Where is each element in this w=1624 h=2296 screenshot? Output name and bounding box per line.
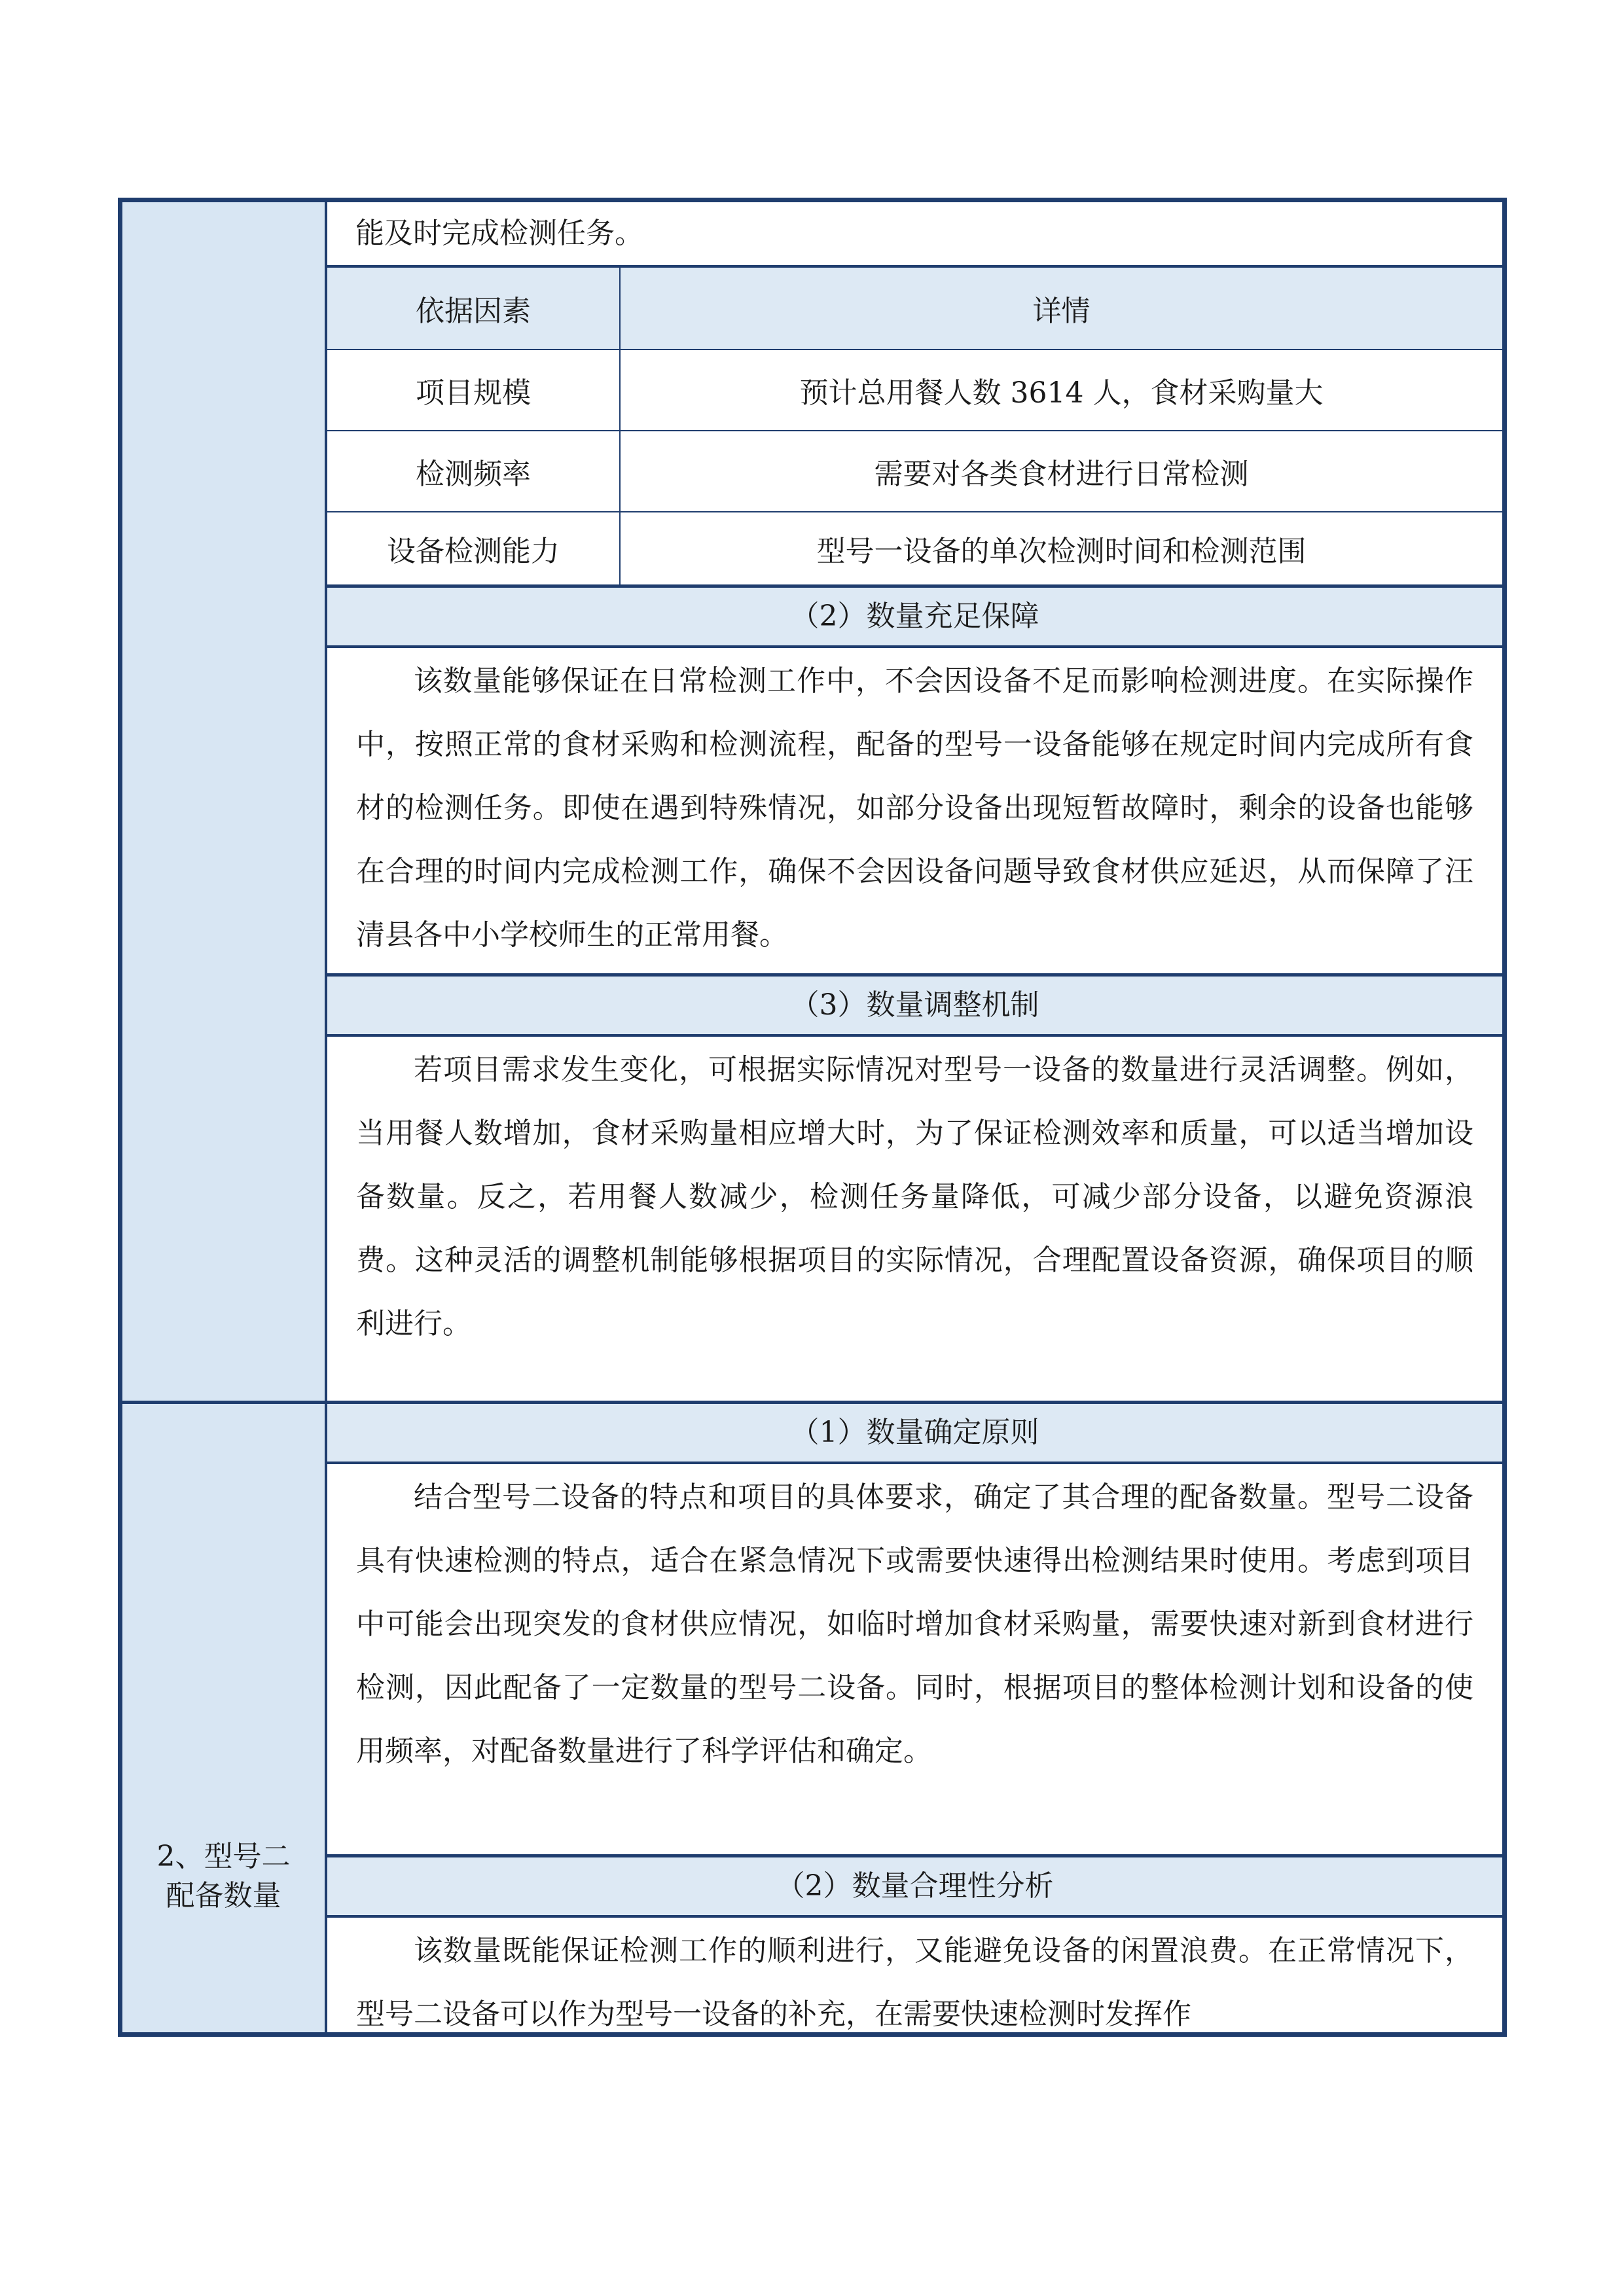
table-header-factor: 依据因素 [416,295,531,328]
section-label-model-two [122,1837,325,1916]
paragraph-quantity-rationality: 该数量既能保证检测工作的顺利进行，又能避免设备的闲置浪费。在正常情况下，型号二设备可以作为型号一设备的补充，在需要快速检测时发挥作 [356,1934,1473,2031]
paragraph-quantity-principle: 结合型号二设备的特点和项目的具体要求，确定了其合理的配备数量。型号二设备具有快速检测的特点，适合在紧急情况下或需要快速得出检测结果时使用。考虑到项目中可能会出现突发的食材供应情况，如临时增加食材采购量，需要快速对新到食材进行检测，因此配备了一定数量的型号二设备。同时，根据项目的整体检测计划和设备的使用频率，对配备数量进行了科学评估和确定。 [356,1480,1473,1768]
table-cell: 预计总用餐人数 3614 人，食材采购量大 [799,376,1324,410]
table-header-detail: 详情 [1032,295,1091,328]
paragraph-adjustment-mechanism: 若项目需求发生变化，可根据实际情况对型号一设备的数量进行灵活调整。例如，当用餐人数增加，食材采购量相应增大时，为了保证检测效率和质量，可以适当增加设备数量。反之，若用餐人数减少，检测任务量降低，可减少部分设备，以避免资源浪费。这种灵活的调整机制能够根据项目的实际情况，合理配置设备资源，确保项目的顺利进行。 [356,1053,1473,1340]
table-cell: 需要对各类食材进行日常检测 [874,457,1249,491]
section-label-line: 配备数量 [166,1879,281,1912]
table-cell: 设备检测能力 [387,535,560,568]
left-label-column [122,202,327,2032]
heading-quantity-rationality: （2）数量合理性分析 [327,1857,1502,1915]
heading-adjustment-mechanism: （3）数量调整机制 [327,977,1502,1034]
table-cell: 项目规模 [416,376,531,410]
content-table [118,198,1507,2037]
continuation-text: 能及时完成检测任务。 [355,217,643,250]
table-cell: 检测频率 [416,457,531,491]
section-label-line: 2、型号二 [156,1840,291,1873]
heading-quantity-principle: （1）数量确定原则 [327,1404,1502,1462]
paragraph-adequate-quantity: 该数量能够保证在日常检测工作中，不会因设备不足而影响检测进度。在实际操作中，按照正常的食材采购和检测流程，配备的型号一设备能够在规定时间内完成所有食材的检测任务。即使在遇到特殊情况，如部分设备出现短暂故障时，剩余的设备也能够在合理的时间内完成检测工作，确保不会因设备问题导致食材供应延迟，从而保障了汪清县各中小学校师生的正常用餐。 [356,664,1473,952]
heading-adequate-quantity: （2）数量充足保障 [327,588,1502,645]
table-cell: 型号一设备的单次检测时间和检测范围 [816,535,1307,568]
